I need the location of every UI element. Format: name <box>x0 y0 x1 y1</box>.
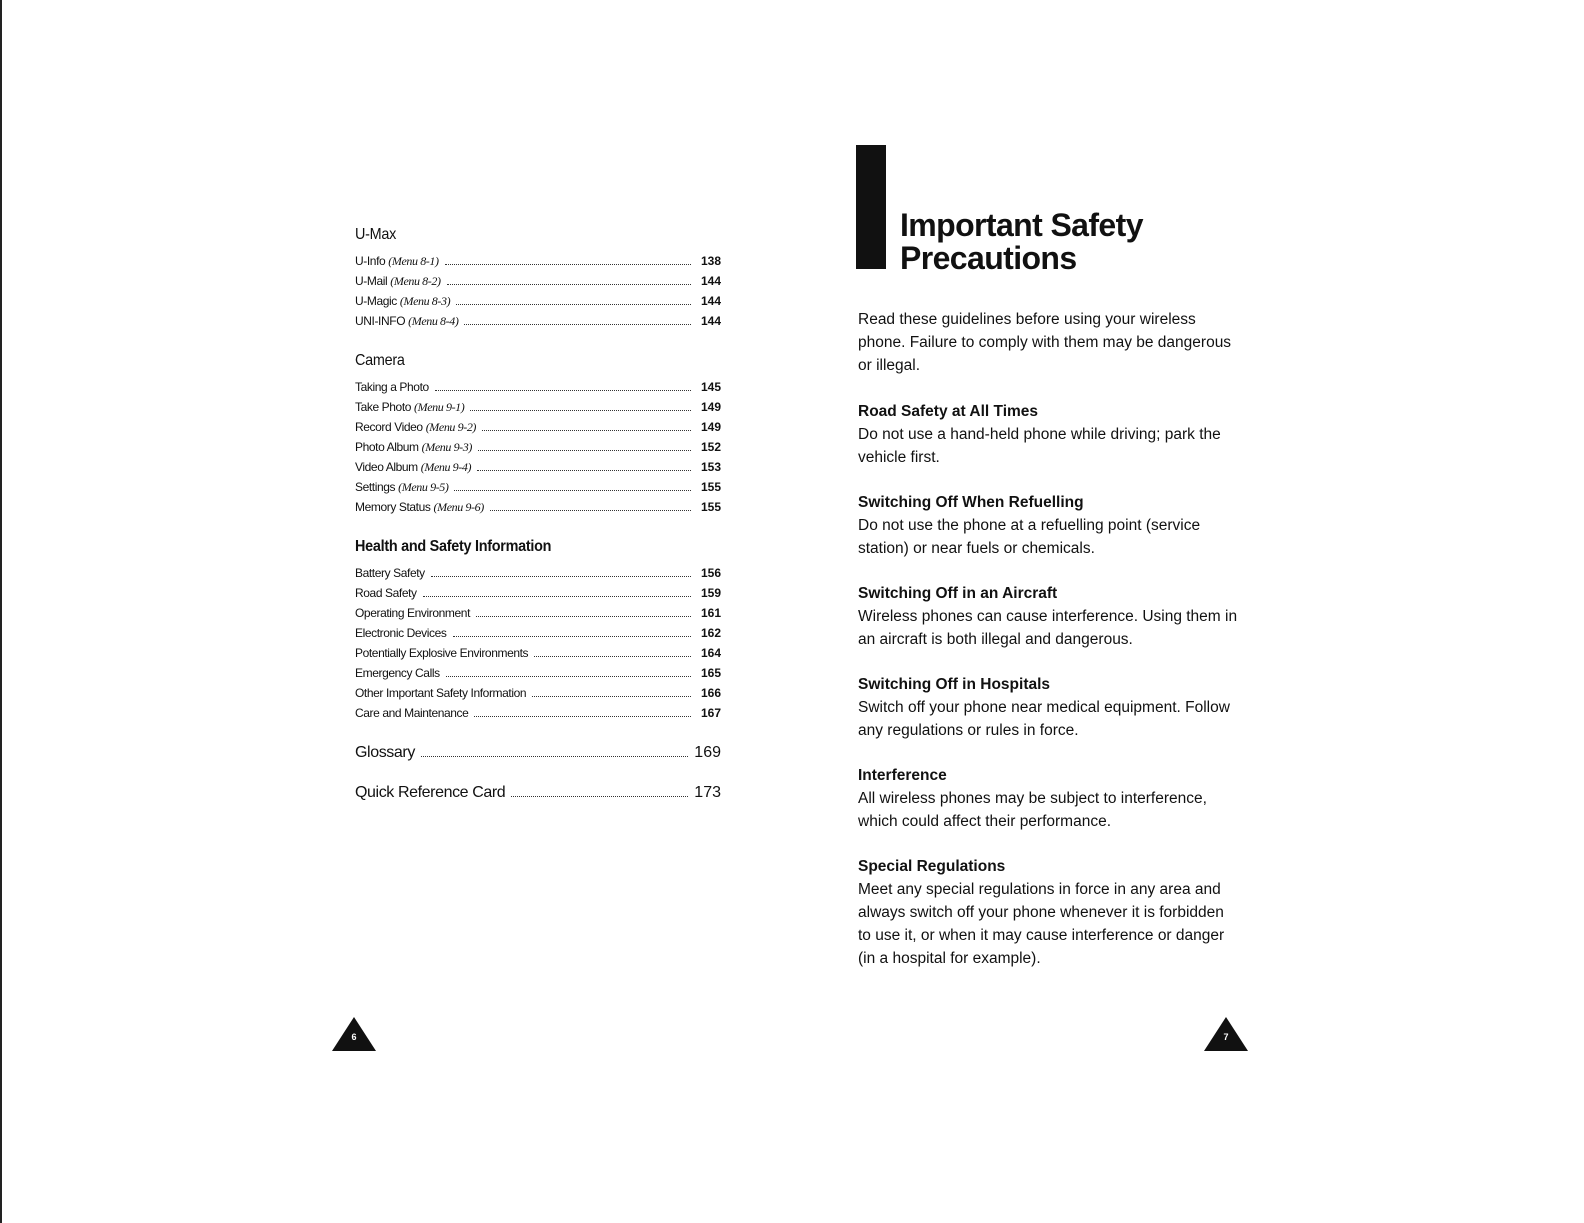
dot-leader <box>445 263 691 265</box>
toc-entry[interactable] <box>355 626 721 646</box>
safety-section-heading: Switching Off in Hospitals <box>858 676 1051 693</box>
safety-section <box>858 491 1238 560</box>
toc-entry[interactable] <box>355 666 721 686</box>
toc-entry-page: 145 <box>700 380 721 394</box>
toc-entry-title: Care and Maintenance <box>355 706 469 720</box>
toc-entry-menu-ref: (Menu 8-2) <box>390 274 441 288</box>
safety-section <box>858 673 1238 742</box>
toc-entry[interactable] <box>355 500 721 520</box>
dot-leader <box>474 715 691 717</box>
toc-entry-page: 149 <box>700 420 721 434</box>
page-number-right <box>1204 1017 1248 1051</box>
chapter-intro: Read these guidelines before using your wireless phone. Failure to comply with them may be dangerous or illegal. <box>858 311 1232 374</box>
toc-section-heading: U-Max <box>355 226 397 243</box>
toc-entry-page: 166 <box>700 686 721 700</box>
safety-section-heading: Road Safety at All Times <box>858 403 1039 420</box>
toc-entry[interactable] <box>355 380 721 400</box>
scan-edge-line <box>0 0 2 1223</box>
toc-entry-title: UNI-INFO <box>355 314 406 328</box>
toc-entry-title: U-Info <box>355 254 386 268</box>
toc-entry-menu-ref: (Menu 9-6) <box>433 500 484 514</box>
toc-section <box>355 226 721 334</box>
safety-section-heading: Switching Off in an Aircraft <box>858 585 1058 602</box>
toc-entry-title: Memory Status <box>355 500 431 514</box>
toc-entry-menu-ref: (Menu 9-4) <box>420 460 472 474</box>
toc-entry-menu-ref: (Menu 9-3) <box>421 440 472 454</box>
toc-entry-menu-ref: (Menu 9-1) <box>414 400 465 414</box>
toc-major-entry[interactable] <box>355 744 721 770</box>
toc-entry-label <box>355 480 448 495</box>
toc-entry-label <box>355 254 439 269</box>
dot-leader <box>453 635 691 637</box>
toc-entry-title: Video Album <box>355 460 418 474</box>
toc-entry[interactable] <box>355 686 721 706</box>
toc-entry-menu-ref: (Menu 8-3) <box>399 294 451 308</box>
toc-entry-page: 155 <box>700 480 721 494</box>
toc-entry-page: 167 <box>700 706 721 720</box>
safety-section-text: Do not use the phone at a refuelling point (service station) or near fuels or chemicals. <box>858 517 1201 557</box>
toc-entry-label <box>355 500 484 515</box>
safety-section-text: Wireless phones can cause interference. Using them in an aircraft is both illegal and dangerous. <box>858 608 1238 648</box>
toc-entry[interactable] <box>355 606 721 626</box>
toc-entry-title: Emergency Calls <box>355 666 440 680</box>
toc-entry[interactable] <box>355 294 721 314</box>
safety-section <box>858 400 1238 469</box>
toc-entry-title: Electronic Devices <box>355 626 447 640</box>
dot-leader <box>511 796 688 797</box>
safety-section-heading: Switching Off When Refuelling <box>858 494 1084 511</box>
toc-entry-menu-ref: (Menu 8-1) <box>388 254 439 268</box>
toc-entry-page: 164 <box>700 646 721 660</box>
toc-section-heading: Health and Safety Information <box>355 538 552 555</box>
safety-section-heading: Interference <box>858 767 947 784</box>
toc-entry-label <box>355 666 440 680</box>
toc-section-heading: Camera <box>355 352 405 369</box>
dot-leader <box>447 283 691 285</box>
toc-entry-menu-ref: (Menu 8-4) <box>408 314 459 328</box>
toc-entry-page: 144 <box>700 314 721 328</box>
dot-leader <box>490 509 691 511</box>
toc-entry-label <box>355 420 476 435</box>
dot-leader <box>534 655 691 657</box>
toc-entry-title: Operating Environment <box>355 606 470 620</box>
chapter-marker-bar <box>856 145 886 269</box>
toc-section <box>355 538 721 726</box>
safety-section-text: All wireless phones may be subject to interference, which could affect their performance. <box>858 790 1207 830</box>
toc-entry[interactable] <box>355 420 721 440</box>
toc-major-entry-page: 173 <box>694 784 721 801</box>
toc-entry-page: 162 <box>700 626 721 640</box>
toc-entry-title: Take Photo <box>355 400 412 414</box>
toc-entry-label <box>355 586 417 600</box>
dot-leader <box>464 323 691 325</box>
toc-major-entry-label: Quick Reference Card <box>355 784 506 801</box>
toc-major-entry-label: Glossary <box>355 744 415 761</box>
page-number-left-label: 6 <box>351 1032 357 1042</box>
toc-entry-page: 144 <box>700 274 721 288</box>
chapter-title-line1: Important Safety <box>900 207 1143 243</box>
safety-sections <box>858 400 1238 992</box>
chapter-title-line2: Precautions <box>900 240 1077 276</box>
toc-entry-label <box>355 626 447 640</box>
toc-entry[interactable] <box>355 706 721 726</box>
toc-major-entry[interactable] <box>355 784 721 810</box>
toc-entry-title: Road Safety <box>355 586 417 600</box>
toc-entry-label <box>355 440 472 455</box>
toc-entry-title: U-Magic <box>355 294 397 308</box>
toc-entry-title: Photo Album <box>355 440 419 454</box>
dot-leader <box>435 389 691 391</box>
toc-entry[interactable] <box>355 440 721 460</box>
toc-entry[interactable] <box>355 274 721 294</box>
dot-leader <box>532 695 691 697</box>
safety-section-text: Do not use a hand-held phone while driving; park the vehicle first. <box>858 426 1221 466</box>
toc-entry-page: 159 <box>700 586 721 600</box>
toc-entry[interactable] <box>355 646 721 666</box>
toc-entry-title: Settings <box>355 480 396 494</box>
toc-entry-label <box>355 706 468 720</box>
toc-major-entry-page: 169 <box>694 744 721 761</box>
toc-entry-label <box>355 274 441 289</box>
toc-entry-title: Other Important Safety Information <box>355 686 527 700</box>
dot-leader <box>431 575 691 577</box>
toc-entry-page: 149 <box>700 400 721 414</box>
toc-entry-title: U-Mail <box>355 274 388 288</box>
toc-entry[interactable] <box>355 586 721 606</box>
toc-entry[interactable] <box>355 400 721 420</box>
toc-entry-page: 156 <box>700 566 721 580</box>
toc-entry-page: 153 <box>700 460 721 474</box>
dot-leader <box>421 756 688 757</box>
toc-entry[interactable] <box>355 314 721 334</box>
safety-section-heading: Special Regulations <box>858 858 1006 875</box>
safety-section <box>858 582 1238 651</box>
safety-section <box>858 855 1238 970</box>
table-of-contents <box>355 226 721 810</box>
dot-leader <box>454 489 691 491</box>
safety-section-text: Meet any special regulations in force in any area and always switch off your phone whenever it is forbidden to use it, or when it may cause interference or danger (in a hospital for example). <box>858 881 1225 967</box>
toc-entry-label <box>355 686 526 700</box>
dot-leader <box>478 449 691 451</box>
toc-entry-title: Taking a Photo <box>355 380 429 394</box>
toc-entry-page: 165 <box>700 666 721 680</box>
toc-entry-page: 144 <box>700 294 721 308</box>
toc-entry-label <box>355 606 470 620</box>
page-number-left <box>332 1017 376 1051</box>
toc-entry-page: 155 <box>700 500 721 514</box>
toc-entry-title: Potentially Explosive Environments <box>355 646 529 660</box>
dot-leader <box>476 615 691 617</box>
toc-entry-page: 138 <box>700 254 721 268</box>
toc-entry-menu-ref: (Menu 9-2) <box>425 420 477 434</box>
dot-leader <box>477 469 691 471</box>
toc-entry-menu-ref: (Menu 9-5) <box>398 480 449 494</box>
toc-section <box>355 352 721 520</box>
safety-section-text: Switch off your phone near medical equipment. Follow any regulations or rules in force. <box>858 699 1230 739</box>
toc-entry-title: Record Video <box>355 420 423 434</box>
dot-leader <box>482 429 691 431</box>
toc-entry-page: 152 <box>700 440 721 454</box>
toc-entry-label <box>355 314 458 329</box>
toc-entry-label <box>355 566 425 580</box>
toc-entry[interactable] <box>355 460 721 480</box>
toc-entry-label <box>355 460 471 475</box>
toc-entry-label <box>355 400 464 415</box>
toc-entry[interactable] <box>355 254 721 274</box>
toc-entry[interactable] <box>355 566 721 586</box>
page-number-right-label: 7 <box>1223 1032 1229 1042</box>
safety-section <box>858 764 1238 833</box>
dot-leader <box>446 675 691 677</box>
toc-entry[interactable] <box>355 480 721 500</box>
toc-entry-page: 161 <box>700 606 721 620</box>
dot-leader <box>456 303 691 305</box>
toc-entry-title: Battery Safety <box>355 566 425 580</box>
toc-entry-label <box>355 294 450 309</box>
dot-leader <box>470 409 691 411</box>
toc-entry-label <box>355 646 528 660</box>
dot-leader <box>423 595 691 597</box>
chapter-title <box>900 209 1143 275</box>
toc-entry-label <box>355 380 429 394</box>
